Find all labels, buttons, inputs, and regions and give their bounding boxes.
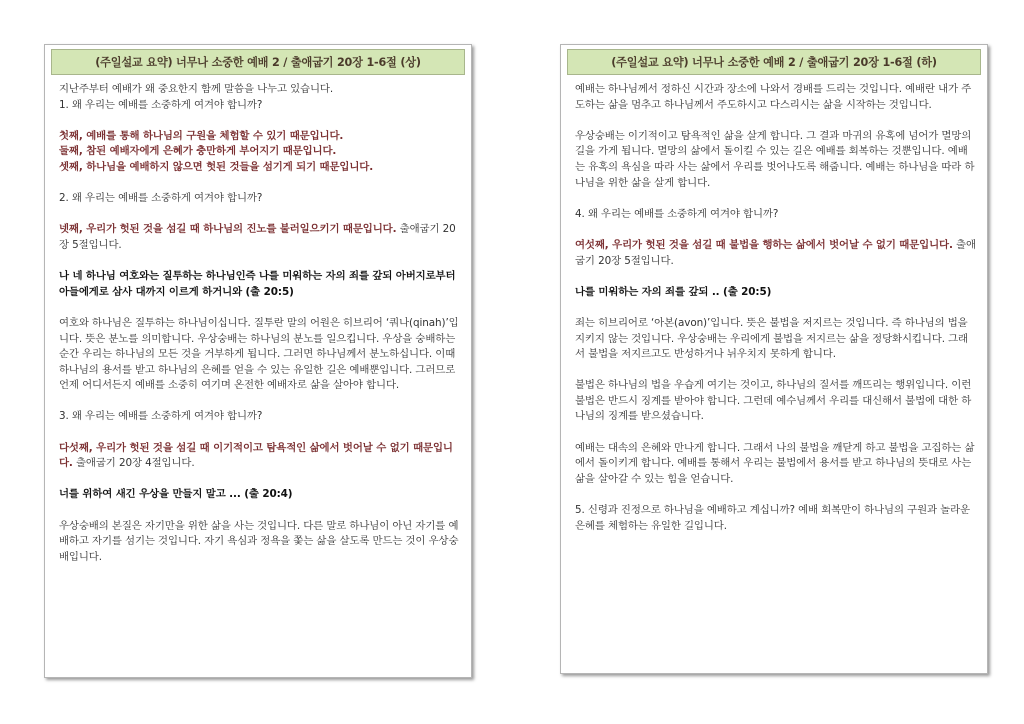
explanation-paragraph: 우상숭배의 본질은 자기만을 위한 삶을 사는 것입니다. 다른 말로 하나님이 아닌 자기를 예배하고 자기를 섬기는 것입니다. 자기 욕심과 정욕을 쫓는 삶을 살도록 만드는 것이 우상숭배입니다. <box>59 519 459 563</box>
answer-block-4 <box>575 238 977 269</box>
answer-third: 셋째, 하나님을 예배하지 않으면 헛된 것들을 섬기게 되기 때문입니다. <box>59 160 374 173</box>
explanation-paragraph: 우상숭배는 이기적이고 탐욕적인 삶을 살게 합니다. 그 결과 마귀의 유혹에 넘어가 멸망의 길을 가게 됩니다. 멸망의 삶에서 돌이킬 수 있는 길은 예배를 회복하는 것뿐입니다. 예배는 유혹의 욕심을 따라 사는 삶에서 우리를 벗어나도록 해줍니다. 예배는 하나님을 따라 하나님을 위한 삶을 살게 합니다. <box>575 129 975 189</box>
scripture-verse: 나를 미워하는 자의 죄를 갚되 .. (출 20:5) <box>575 285 772 298</box>
scripture-verse: 너를 위하여 새긴 우상을 만들지 말고 ... (출 20:4) <box>59 488 293 501</box>
answer-block-3 <box>59 441 461 472</box>
scripture-reference: 출애굽기 20장 4절입니다. <box>72 457 195 470</box>
sermon-page-right <box>560 44 988 674</box>
page-title: (주일설교 요약) 너무나 소중한 예배 2 / 출애굽기 20장 1-6절 (상) <box>51 49 465 75</box>
sermon-page-left <box>44 44 472 678</box>
answer-first: 첫째, 예배를 통해 하나님의 구원을 체험할 수 있기 때문입니다. <box>59 129 344 142</box>
explanation-paragraph: 예배는 대속의 은혜와 만나게 합니다. 그래서 나의 불법을 깨닫게 하고 불법을 고집하는 삶에서 돌이키게 합니다. 예배를 통해서 우리는 불법에서 용서를 받고 하나님의 뜻대로 사는 삶을 살아갈 수 있는 힘을 얻습니다. <box>575 441 975 485</box>
answer-sixth: 여섯째, 우리가 헛된 것을 섬길 때 불법을 행하는 삶에서 벗어날 수 없기 때문입니다. <box>575 238 953 251</box>
explanation-paragraph: 죄는 히브리어로 ‘아본(avon)’입니다. 뜻은 불법을 저지르는 것입니다. 즉 하나님의 법을 지키지 않는 것입니다. 우상숭배는 우리에게 불법을 저지르는 삶을 정당화시킵니다. 그래서 불법을 저지르고도 반성하거나 뉘우치지 못하게 합니다. <box>575 316 968 361</box>
question-3: 3. 왜 우리는 예배를 소중하게 여겨야 합니까? <box>59 410 263 423</box>
page-title: (주일설교 요약) 너무나 소중한 예배 2 / 출애굽기 20장 1-6절 (하) <box>567 49 981 75</box>
question-1: 1. 왜 우리는 예배를 소중하게 여겨야 합니까? <box>59 98 263 111</box>
scripture-reference: 출애굽기 20장 5절입니다. <box>575 238 976 267</box>
question-2: 2. 왜 우리는 예배를 소중하게 여겨야 합니까? <box>59 192 263 205</box>
question-5: 5. 신령과 진정으로 하나님을 예배하고 계십니까? 예배 회복만이 하나님의 구원과 놀라운 은혜를 체험하는 유일한 길입니다. <box>575 504 970 532</box>
answer-second: 둘째, 참된 예배자에게 은혜가 충만하게 부어지기 때문입니다. <box>59 145 337 158</box>
answer-block-1 <box>59 129 461 176</box>
question-4: 4. 왜 우리는 예배를 소중하게 여겨야 합니까? <box>575 207 779 220</box>
scripture-verse: 나 네 하나님 여호와는 질투하는 하나님인즉 나를 미워하는 자의 죄를 갚되 아버지로부터 아들에게로 삼사 대까지 이르게 하거니와 (출 20:5) <box>59 270 456 298</box>
explanation-paragraph: 여호와 하나님은 질투하는 하나님이십니다. 질투란 말의 어원은 히브리어 ‘쿼나(qinah)’입니다. 뜻은 분노를 의미합니다. 우상숭배는 하나님의 분노를 일으킵니다. 우상을 숭배하는 순간 우리는 하나님의 모든 것을 거부하게 됩니다. 그러면 하나님께서 분노하십니다. 이때 하나님의 용서를 받고 하나님의 은혜를 얻을 수 있는 유일한 길은 예배뿐입니다. 그러므로 언제 어디서든지 예배를 소중히 여기며 온전한 예배자로 삶을 살아야 합니다. <box>59 316 459 392</box>
scripture-reference: 출애굽기 20장 5절입니다. <box>59 223 456 251</box>
explanation-paragraph: 예배는 하나님께서 정하신 시간과 장소에 나와서 경배를 드리는 것입니다. 예배란 내가 주도하는 삶을 멈추고 하나님께서 주도하시고 다스리시는 삶을 시작하는 것입니다. <box>575 83 972 111</box>
answer-block-2 <box>59 222 461 253</box>
intro-text: 지난주부터 예배가 왜 중요한지 함께 말씀을 나누고 있습니다. <box>59 83 334 95</box>
answer-fifth: 다섯째, 우리가 헛된 것을 섬길 때 이기적이고 탐욕적인 삶에서 벗어날 수 없기 때문입니다. <box>59 441 453 470</box>
page-body <box>567 75 981 534</box>
explanation-paragraph: 불법은 하나님의 법을 우습게 여기는 것이고, 하나님의 질서를 깨뜨리는 행위입니다. 이런 불법은 반드시 징계를 받아야 합니다. 그런데 예수님께서 우리를 대신해서 불법에 대한 하나님의 징계를 받으셨습니다. <box>575 379 972 423</box>
answer-fourth: 넷째, 우리가 헛된 것을 섬길 때 하나님의 진노를 불러일으키기 때문입니다. <box>59 223 397 236</box>
page-body <box>51 75 465 565</box>
